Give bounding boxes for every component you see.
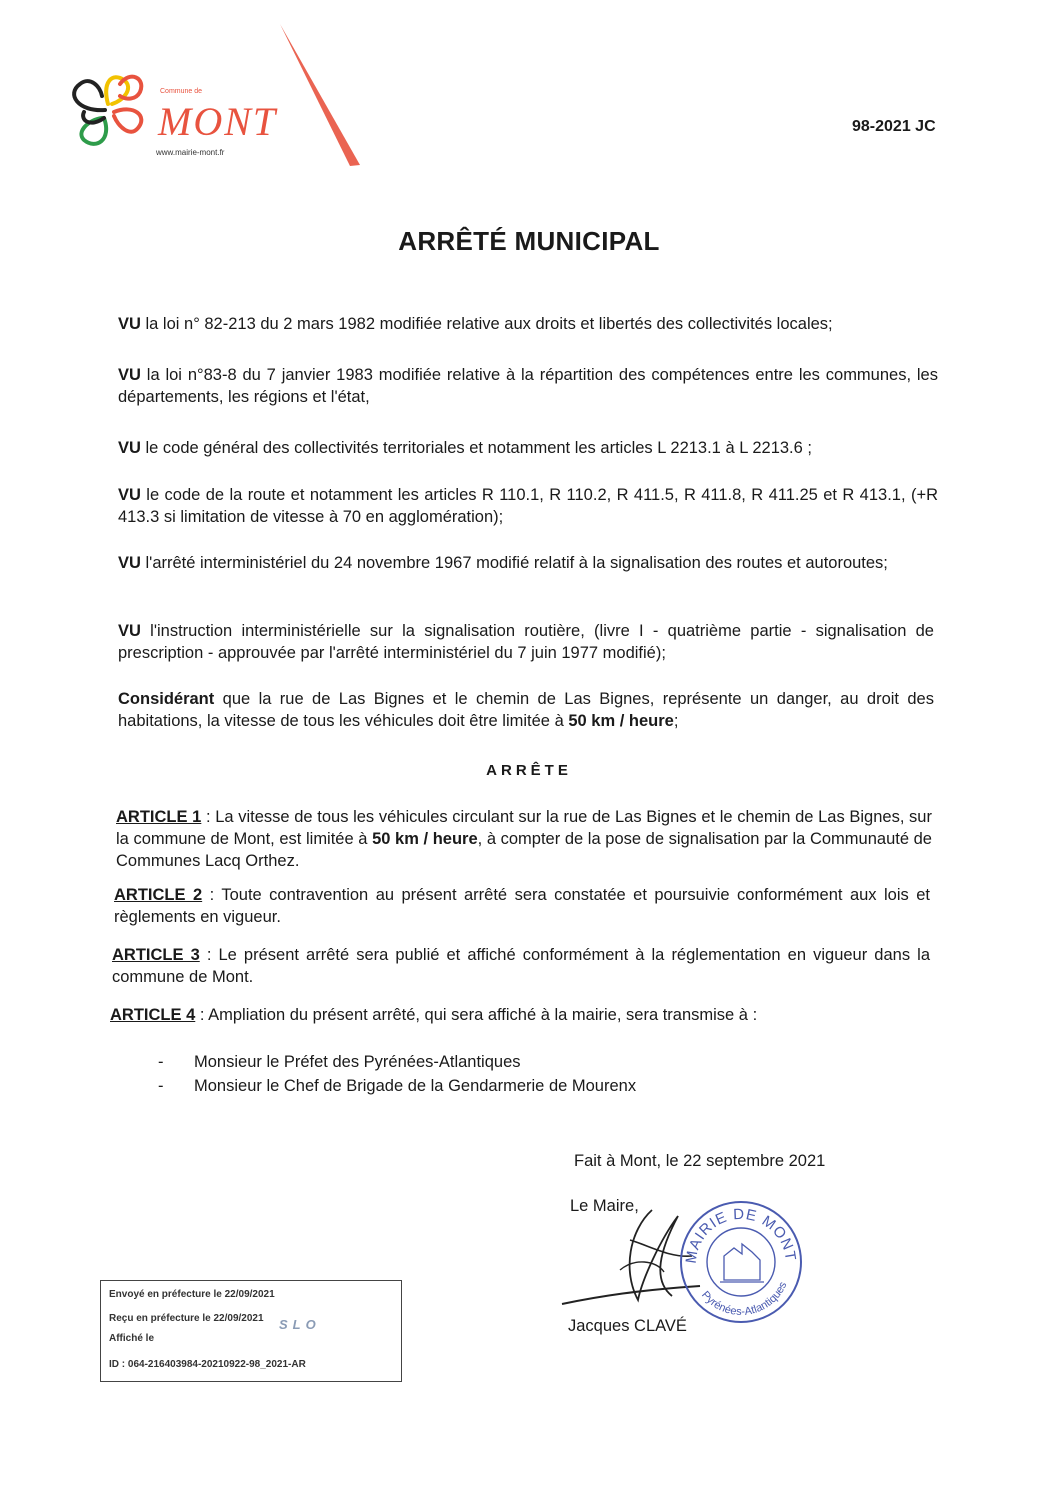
article-text: : Le présent arrêté sera publié et affiché conformément à la réglementation en vigueur dans la commune de Mont. bbox=[112, 946, 930, 986]
seal-top-path: MAIRIE DE MONT bbox=[682, 1205, 800, 1265]
article-1 bbox=[116, 806, 932, 872]
mairie-seal-stamp bbox=[676, 1196, 806, 1326]
vu-text: la loi n°83-8 du 7 janvier 1983 modifiée relative à la répartition des compétences entre les communes, les départements, les régions et l'état, bbox=[118, 366, 938, 406]
slo-mark: SLO bbox=[279, 1317, 321, 1332]
stamp-posted: Affiché le bbox=[109, 1333, 155, 1344]
arrete-heading: ARRÊTE bbox=[486, 762, 572, 779]
article-4 bbox=[110, 1004, 928, 1026]
logo-url: www.mairie-mont.fr bbox=[156, 148, 225, 157]
vu-paragraph bbox=[118, 484, 938, 528]
article-2 bbox=[114, 884, 930, 928]
vu-text: la loi n° 82-213 du 2 mars 1982 modifiée relative aux droits et libertés des collectivités locales; bbox=[140, 315, 833, 333]
article-label: ARTICLE 2 bbox=[114, 886, 203, 904]
vu-text: le code de la route et notamment les articles R 110.1, R 110.2, R 411.5, R 411.8, R 411.25 et R 413.1, (+R 413.3 si limitation de vitesse à 70 en agglomération); bbox=[118, 486, 938, 526]
vu-text: l'instruction interministérielle sur la signalisation routière, (livre I - quatrième partie - signalisation de prescription - approuvée par l'arrêté interministériel du 7 juin 1977 modifié); bbox=[118, 622, 934, 662]
considerant-end: ; bbox=[673, 712, 679, 730]
vu-text: l'arrêté interministériel du 24 novembre 1967 modifié relatif à la signalisation des routes et autoroutes; bbox=[140, 554, 888, 572]
vu-paragraph bbox=[118, 620, 934, 664]
vu-paragraph bbox=[118, 313, 938, 335]
vu-lead: VU bbox=[118, 486, 141, 504]
signatory-name: Jacques CLAVÉ bbox=[568, 1317, 687, 1335]
considerant-lead: Considérant bbox=[118, 690, 215, 708]
article-text: : Toute contravention au présent arrêté sera constatée et poursuivie conformément aux lois et règlements en vigueur. bbox=[114, 886, 930, 926]
logo-small-text: Commune de bbox=[160, 88, 203, 95]
vu-paragraph bbox=[118, 552, 936, 574]
seal-bottom-text bbox=[699, 1280, 790, 1318]
recipient-list bbox=[158, 1050, 636, 1098]
article-text-end: , à compter de la pose de signalisation par la Communauté de Communes Lacq Orthez. bbox=[116, 830, 932, 870]
article-label: ARTICLE 4 bbox=[110, 1006, 196, 1024]
vu-lead: VU bbox=[118, 439, 141, 457]
page-title: ARRÊTÉ MUNICIPAL bbox=[398, 226, 660, 256]
list-item: - Monsieur le Chef de Brigade de la Gendarmerie de Mourenx bbox=[158, 1077, 637, 1095]
recipient-name: Monsieur le Chef de Brigade de la Gendarmerie de Mourenx bbox=[194, 1077, 637, 1095]
article-label: ARTICLE 1 bbox=[116, 808, 202, 826]
vu-lead: VU bbox=[118, 554, 141, 572]
stamp-sent: Envoyé en préfecture le 22/09/2021 bbox=[109, 1289, 275, 1300]
considerant-text: que la rue de Las Bignes et le chemin de Las Bignes, représente un danger, au droit des habitations, la vitesse de tous les véhicules doit être limitée à bbox=[118, 690, 934, 730]
commune-logo bbox=[50, 20, 380, 170]
vu-lead: VU bbox=[118, 315, 141, 333]
seal-top-text bbox=[683, 1206, 799, 1265]
recipient-name: Monsieur le Préfet des Pyrénées-Atlantiques bbox=[194, 1053, 521, 1071]
article-text: : Ampliation du présent arrêté, qui sera affiché à la mairie, sera transmise à : bbox=[195, 1006, 758, 1024]
prefecture-stamp bbox=[100, 1280, 402, 1382]
vu-lead: VU bbox=[118, 366, 141, 384]
speed-limit: 50 km / heure bbox=[372, 830, 478, 848]
article-text: : La vitesse de tous les véhicules circulant sur la rue de Las Bignes et le chemin de Las Bignes, sur la commune de Mont, est limitée à bbox=[116, 808, 932, 848]
signatory-role: Le Maire, bbox=[570, 1197, 639, 1215]
logo-name: MONT bbox=[158, 99, 278, 144]
article-3 bbox=[112, 944, 930, 988]
speed-limit: 50 km / heure bbox=[568, 712, 674, 730]
place-date: Fait à Mont, le 22 septembre 2021 bbox=[574, 1152, 826, 1170]
vu-lead: VU bbox=[118, 622, 141, 640]
document-reference: 98-2021 JC bbox=[852, 118, 936, 135]
stamp-received: Reçu en préfecture le 22/09/2021 bbox=[109, 1313, 264, 1324]
vu-text: le code général des collectivités territoriales et notamment les articles L 2213.1 à L 2213.6 ; bbox=[140, 439, 812, 457]
seal-bottom-path: Pyrénées-Atlantiques bbox=[698, 1280, 790, 1319]
stamp-id: ID : 064-216403984-20210922-98_2021-AR bbox=[109, 1359, 306, 1370]
list-item: - Monsieur le Préfet des Pyrénées-Atlantiques bbox=[158, 1053, 521, 1071]
vu-paragraph bbox=[118, 364, 938, 408]
article-label: ARTICLE 3 bbox=[112, 946, 200, 964]
vu-paragraph bbox=[118, 437, 938, 459]
considerant-paragraph bbox=[118, 688, 934, 732]
